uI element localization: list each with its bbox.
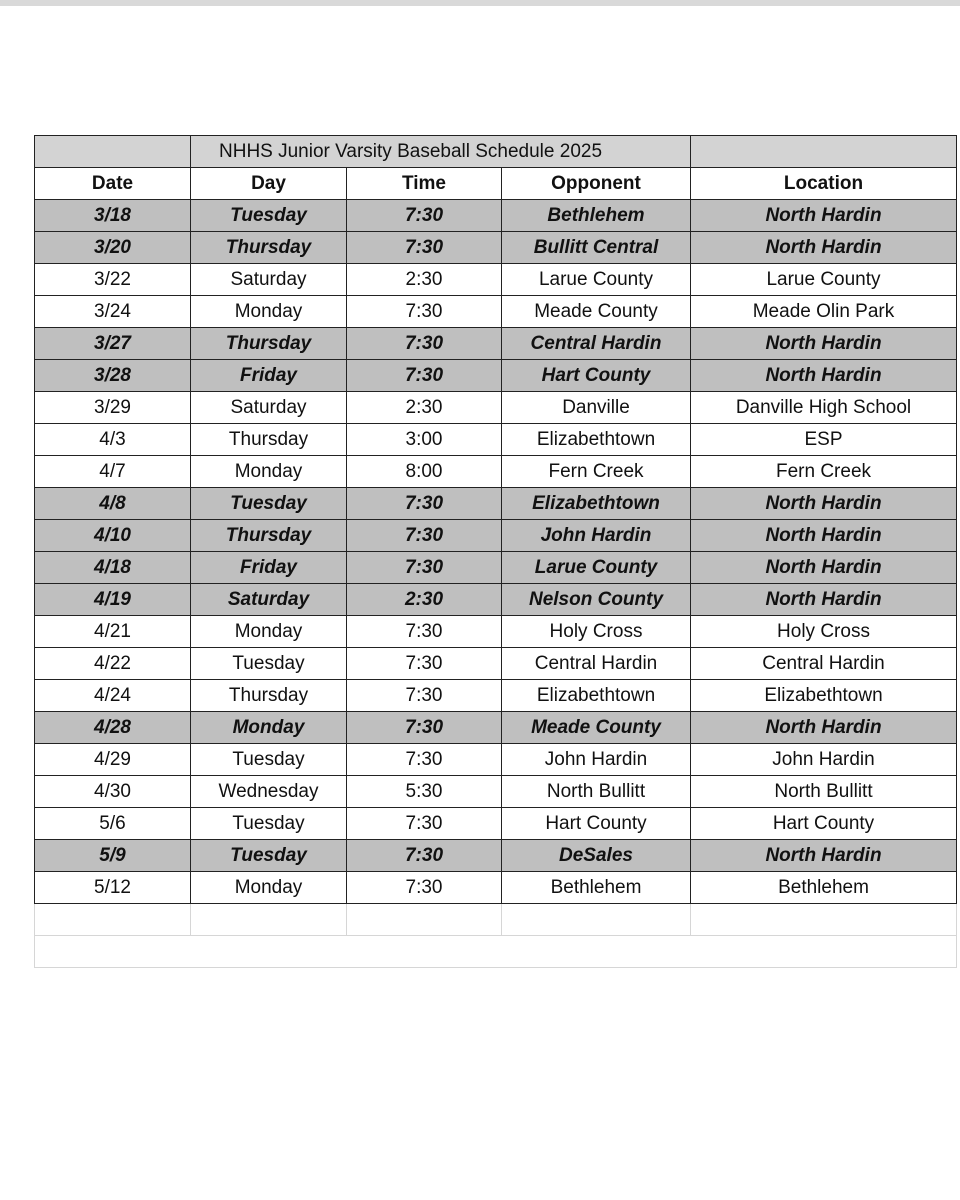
game-time-cell: 7:30 <box>347 840 502 872</box>
game-time-cell: 7:30 <box>347 488 502 520</box>
game-date-cell: 3/24 <box>35 296 191 328</box>
game-time-cell: 7:30 <box>347 296 502 328</box>
game-row <box>35 648 957 680</box>
game-location-cell: North Hardin <box>691 840 957 872</box>
game-date-cell: 4/28 <box>35 712 191 744</box>
empty-row <box>35 936 957 968</box>
game-date-cell: 5/9 <box>35 840 191 872</box>
game-location-cell: Hart County <box>691 808 957 840</box>
game-location-cell: Bethlehem <box>691 872 957 904</box>
game-date-cell: 4/30 <box>35 776 191 808</box>
game-location-cell: North Hardin <box>691 712 957 744</box>
game-date-cell: 4/22 <box>35 648 191 680</box>
header-day: Day <box>191 168 347 200</box>
game-day-cell: Tuesday <box>191 744 347 776</box>
game-row <box>35 488 957 520</box>
header-location: Location <box>691 168 957 200</box>
game-day-cell: Tuesday <box>191 840 347 872</box>
game-time-cell: 5:30 <box>347 776 502 808</box>
empty-cell <box>502 904 691 936</box>
game-opponent-cell: Fern Creek <box>502 456 691 488</box>
game-day-cell: Saturday <box>191 264 347 296</box>
game-date-cell: 4/10 <box>35 520 191 552</box>
game-location-cell: John Hardin <box>691 744 957 776</box>
game-row <box>35 712 957 744</box>
empty-cell <box>347 904 502 936</box>
game-location-cell: Holy Cross <box>691 616 957 648</box>
game-day-cell: Thursday <box>191 680 347 712</box>
game-opponent-cell: Larue County <box>502 264 691 296</box>
game-row <box>35 296 957 328</box>
game-time-cell: 2:30 <box>347 392 502 424</box>
game-row <box>35 392 957 424</box>
empty-cell <box>691 904 957 936</box>
game-day-cell: Tuesday <box>191 200 347 232</box>
game-row <box>35 808 957 840</box>
game-date-cell: 4/21 <box>35 616 191 648</box>
title-row <box>35 136 957 168</box>
game-time-cell: 7:30 <box>347 200 502 232</box>
game-location-cell: ESP <box>691 424 957 456</box>
game-opponent-cell: Bethlehem <box>502 200 691 232</box>
top-edge-strip <box>0 0 960 6</box>
game-opponent-cell: John Hardin <box>502 520 691 552</box>
game-day-cell: Thursday <box>191 232 347 264</box>
empty-row <box>35 904 957 936</box>
game-row <box>35 424 957 456</box>
game-row <box>35 680 957 712</box>
game-time-cell: 7:30 <box>347 744 502 776</box>
game-opponent-cell: Meade County <box>502 712 691 744</box>
game-row <box>35 872 957 904</box>
game-location-cell: North Bullitt <box>691 776 957 808</box>
game-day-cell: Monday <box>191 296 347 328</box>
game-day-cell: Monday <box>191 712 347 744</box>
game-time-cell: 2:30 <box>347 584 502 616</box>
game-location-cell: North Hardin <box>691 552 957 584</box>
title-blank-cell <box>35 136 191 168</box>
game-time-cell: 7:30 <box>347 680 502 712</box>
game-date-cell: 3/29 <box>35 392 191 424</box>
game-opponent-cell: Bullitt Central <box>502 232 691 264</box>
game-location-cell: North Hardin <box>691 200 957 232</box>
game-day-cell: Saturday <box>191 392 347 424</box>
game-day-cell: Friday <box>191 552 347 584</box>
game-time-cell: 7:30 <box>347 520 502 552</box>
game-time-cell: 8:00 <box>347 456 502 488</box>
game-time-cell: 7:30 <box>347 232 502 264</box>
game-time-cell: 7:30 <box>347 328 502 360</box>
game-opponent-cell: Elizabethtown <box>502 424 691 456</box>
game-opponent-cell: Hart County <box>502 360 691 392</box>
game-time-cell: 7:30 <box>347 552 502 584</box>
game-row <box>35 456 957 488</box>
game-opponent-cell: Bethlehem <box>502 872 691 904</box>
game-location-cell: Larue County <box>691 264 957 296</box>
game-day-cell: Saturday <box>191 584 347 616</box>
schedule-sheet <box>34 135 957 968</box>
game-opponent-cell: Larue County <box>502 552 691 584</box>
game-opponent-cell: Nelson County <box>502 584 691 616</box>
game-date-cell: 3/27 <box>35 328 191 360</box>
game-location-cell: Elizabethtown <box>691 680 957 712</box>
game-location-cell: North Hardin <box>691 360 957 392</box>
game-date-cell: 4/7 <box>35 456 191 488</box>
game-row <box>35 840 957 872</box>
game-location-cell: Meade Olin Park <box>691 296 957 328</box>
game-day-cell: Monday <box>191 616 347 648</box>
game-date-cell: 4/3 <box>35 424 191 456</box>
game-day-cell: Thursday <box>191 328 347 360</box>
game-day-cell: Friday <box>191 360 347 392</box>
game-opponent-cell: John Hardin <box>502 744 691 776</box>
game-date-cell: 3/22 <box>35 264 191 296</box>
game-date-cell: 4/29 <box>35 744 191 776</box>
game-opponent-cell: Holy Cross <box>502 616 691 648</box>
empty-cell <box>35 936 957 968</box>
empty-cell <box>191 904 347 936</box>
game-row <box>35 552 957 584</box>
game-date-cell: 3/20 <box>35 232 191 264</box>
schedule-table-body <box>35 136 957 968</box>
game-day-cell: Wednesday <box>191 776 347 808</box>
game-day-cell: Monday <box>191 456 347 488</box>
game-date-cell: 4/19 <box>35 584 191 616</box>
game-opponent-cell: Elizabethtown <box>502 680 691 712</box>
game-opponent-cell: North Bullitt <box>502 776 691 808</box>
header-opponent: Opponent <box>502 168 691 200</box>
game-opponent-cell: Hart County <box>502 808 691 840</box>
empty-cell <box>35 904 191 936</box>
game-row <box>35 328 957 360</box>
title-blank-cell <box>691 136 957 168</box>
game-date-cell: 5/12 <box>35 872 191 904</box>
game-location-cell: North Hardin <box>691 232 957 264</box>
game-opponent-cell: Central Hardin <box>502 328 691 360</box>
game-time-cell: 7:30 <box>347 648 502 680</box>
game-location-cell: North Hardin <box>691 488 957 520</box>
game-row <box>35 584 957 616</box>
header-row <box>35 168 957 200</box>
game-opponent-cell: Meade County <box>502 296 691 328</box>
game-date-cell: 3/28 <box>35 360 191 392</box>
game-row <box>35 616 957 648</box>
game-date-cell: 5/6 <box>35 808 191 840</box>
game-location-cell: North Hardin <box>691 520 957 552</box>
game-location-cell: North Hardin <box>691 584 957 616</box>
game-date-cell: 4/24 <box>35 680 191 712</box>
header-time: Time <box>347 168 502 200</box>
game-row <box>35 264 957 296</box>
game-opponent-cell: Danville <box>502 392 691 424</box>
schedule-title: NHHS Junior Varsity Baseball Schedule 2025 <box>191 136 691 168</box>
game-opponent-cell: DeSales <box>502 840 691 872</box>
header-date: Date <box>35 168 191 200</box>
game-row <box>35 200 957 232</box>
game-time-cell: 7:30 <box>347 872 502 904</box>
game-day-cell: Thursday <box>191 424 347 456</box>
game-row <box>35 360 957 392</box>
game-row <box>35 520 957 552</box>
game-row <box>35 744 957 776</box>
game-opponent-cell: Elizabethtown <box>502 488 691 520</box>
game-day-cell: Tuesday <box>191 808 347 840</box>
game-opponent-cell: Central Hardin <box>502 648 691 680</box>
game-time-cell: 7:30 <box>347 712 502 744</box>
game-date-cell: 4/8 <box>35 488 191 520</box>
game-time-cell: 3:00 <box>347 424 502 456</box>
game-location-cell: Central Hardin <box>691 648 957 680</box>
schedule-table <box>34 135 957 968</box>
game-day-cell: Tuesday <box>191 648 347 680</box>
game-time-cell: 7:30 <box>347 808 502 840</box>
game-time-cell: 2:30 <box>347 264 502 296</box>
game-location-cell: North Hardin <box>691 328 957 360</box>
game-row <box>35 776 957 808</box>
game-day-cell: Monday <box>191 872 347 904</box>
game-date-cell: 4/18 <box>35 552 191 584</box>
game-time-cell: 7:30 <box>347 360 502 392</box>
game-time-cell: 7:30 <box>347 616 502 648</box>
game-row <box>35 232 957 264</box>
game-day-cell: Tuesday <box>191 488 347 520</box>
game-date-cell: 3/18 <box>35 200 191 232</box>
game-location-cell: Fern Creek <box>691 456 957 488</box>
game-day-cell: Thursday <box>191 520 347 552</box>
game-location-cell: Danville High School <box>691 392 957 424</box>
